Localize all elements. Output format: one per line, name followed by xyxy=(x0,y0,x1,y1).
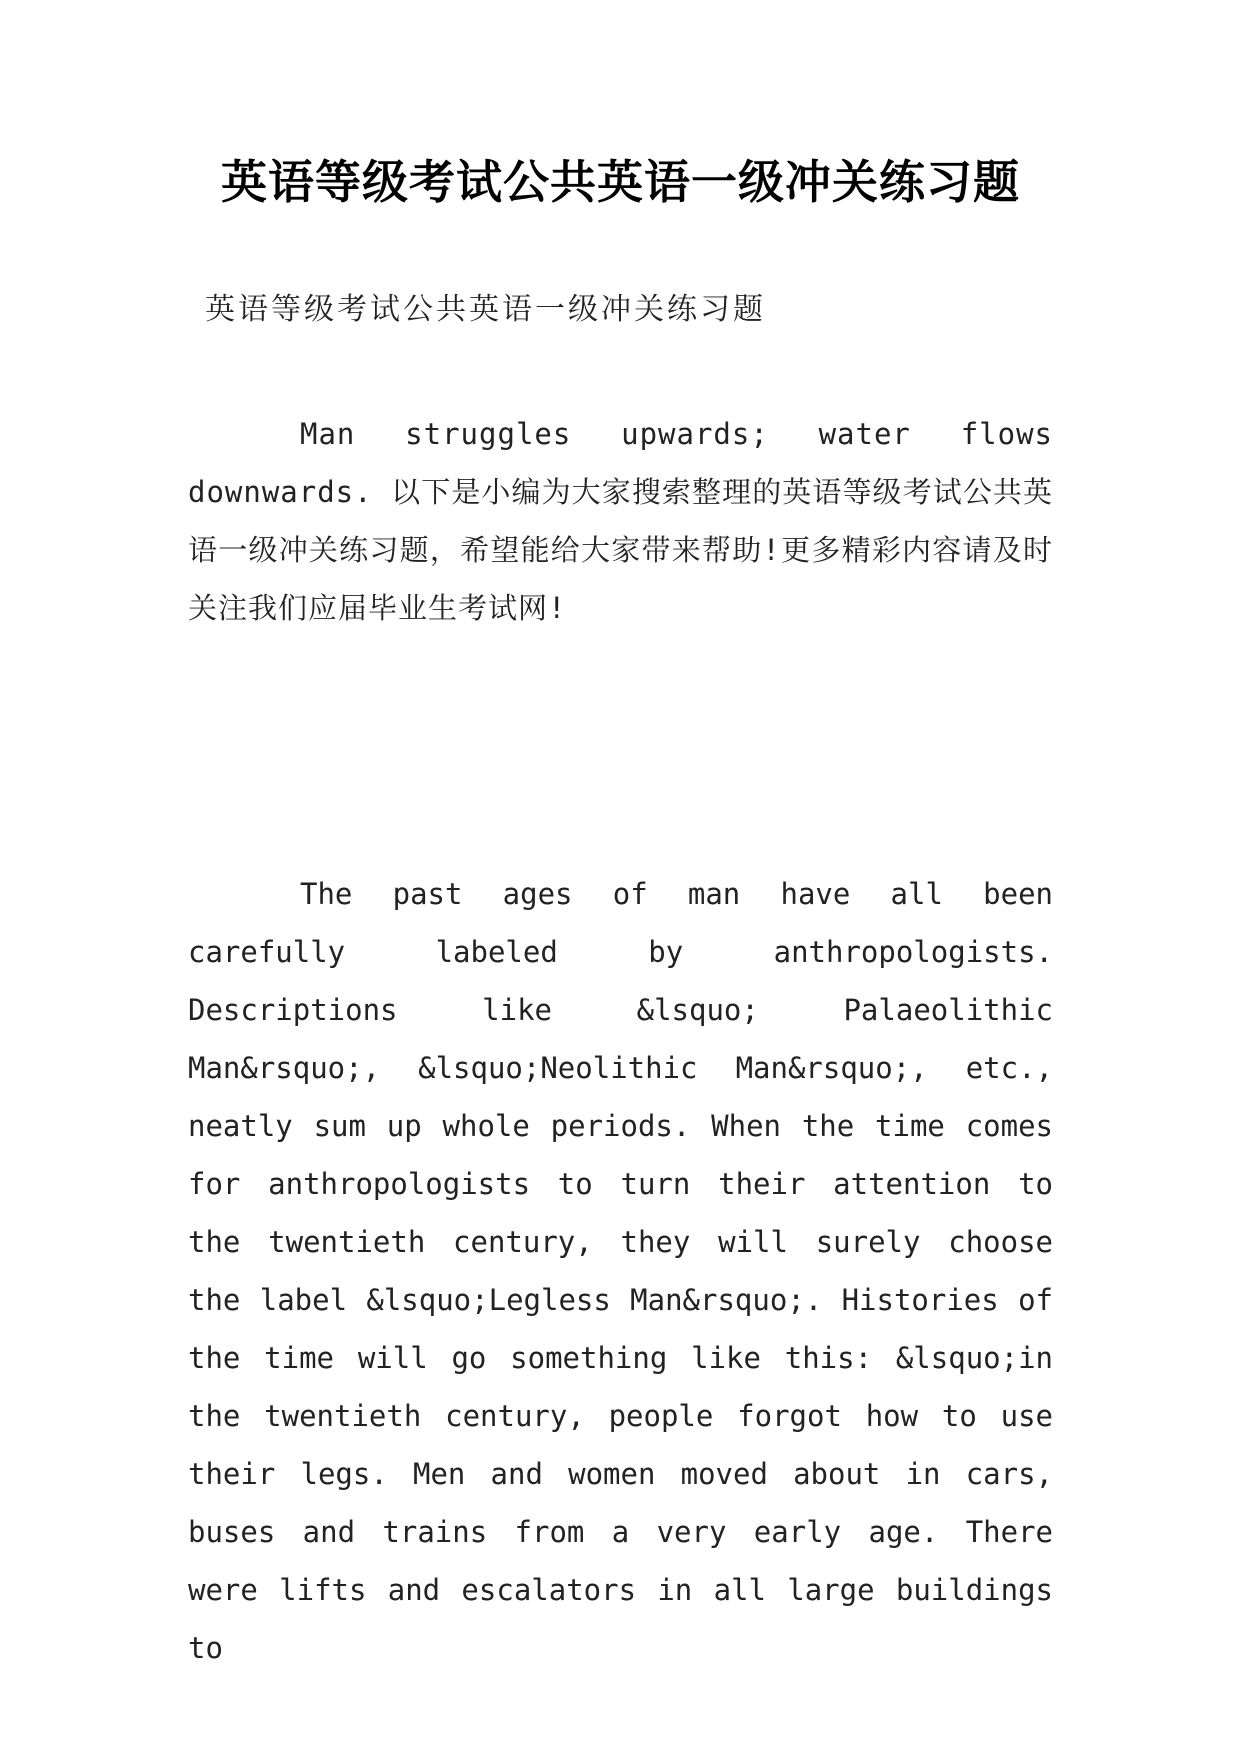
body-paragraph: The past ages of man have all been carefully labeled by anthropologists. Descriptions like &lsquo; Palaeolithic Man&rsquo;, &lsquo;Neolithic Man&rsquo;, etc., neatly sum up whole periods. When the time comes for anthropologists to turn their attention to the twentieth century, they will surely choose the label &lsquo;Legless Man&rsquo;. Histories of the time will go something like this: &lsquo;in the twentieth century, people forgot how to use their legs. Men and women moved about in cars, buses and trains from a very early age. There were lifts and escalators in all large buildings to xyxy=(188,877,1053,1665)
intro-paragraph: Man struggles upwards; water flows downwards. 以下是小编为大家搜索整理的英语等级考试公共英语一级冲关练习题，希望能给大家带来帮助!更多精彩内容请及时关注我们应届毕业生考试网! xyxy=(188,417,1053,625)
page-title: 英语等级考试公共英语一级冲关练习题 xyxy=(221,155,1020,209)
document-subtitle: 英语等级考试公共英语一级冲关练习题 xyxy=(205,292,766,327)
